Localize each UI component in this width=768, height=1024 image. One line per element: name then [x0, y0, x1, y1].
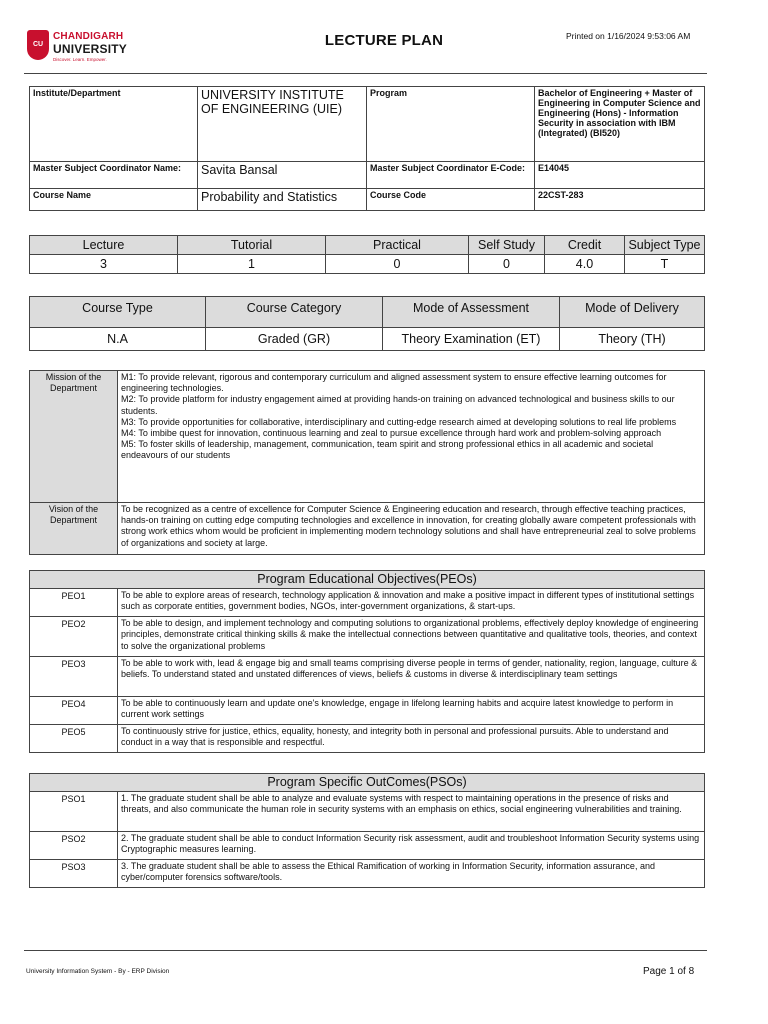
ecode-value: E14045	[535, 162, 705, 189]
coordinator-value: Savita Bansal	[198, 162, 367, 189]
course-type-header: Mode of Delivery	[560, 297, 705, 328]
vision-label: Vision of the Department	[30, 503, 118, 555]
logo-tagline: Discover. Learn. Empower.	[53, 57, 107, 62]
hours-value: T	[625, 255, 705, 274]
mission-item: M5: To foster skills of leadership, management, communication, team spirit and strong professional ethics in all academic and societal endeavours of our students	[121, 439, 654, 461]
pso-code: PSO3	[30, 860, 118, 888]
printed-timestamp: Printed on 1/16/2024 9:53:06 AM	[566, 31, 691, 41]
hours-header: Self Study	[469, 236, 545, 255]
pso-title: Program Specific OutComes(PSOs)	[30, 774, 705, 792]
pso-text: 3. The graduate student shall be able to assess the Ethical Ramification of working in Information Security, information assurance, and cyber/computer forensics software/tools.	[118, 860, 705, 888]
course-type-header: Mode of Assessment	[383, 297, 560, 328]
logo-line2: UNIVERSITY	[53, 42, 128, 56]
course-type-table	[29, 296, 705, 351]
hours-header: Credit	[545, 236, 625, 255]
hours-header: Lecture	[30, 236, 178, 255]
course-type-header: Course Category	[206, 297, 383, 328]
mission-label: Mission of the Department	[30, 371, 118, 503]
peo-title: Program Educational Objectives(PEOs)	[30, 571, 705, 589]
peo-code: PEO4	[30, 697, 118, 725]
hours-value: 0	[326, 255, 469, 274]
mission-item: M4: To imbibe quest for innovation, continuous learning and zeal to pursue excellence through hard work and problem-solving approach	[121, 428, 662, 439]
ecode-label: Master Subject Coordinator E-Code:	[367, 162, 535, 189]
hours-value: 1	[178, 255, 326, 274]
page-title: LECTURE PLAN	[324, 32, 444, 49]
coordinator-label: Master Subject Coordinator Name:	[30, 162, 198, 189]
institute-label: Institute/Department	[30, 87, 198, 162]
header-divider	[24, 73, 707, 74]
vision-text: To be recognized as a centre of excellence for Computer Science & Engineering education and research, through effective teaching practices, hands-on training on cutting edge computing technologies and excellence in innovation, for creating globally aware competent professionals with strong work ethics whom would be proficient in implementing modern technology solutions and shall have entrepreneurial zeal to solve problems of organizations and society at large.	[118, 503, 705, 555]
program-label: Program	[367, 87, 535, 162]
program-value: Bachelor of Engineering + Master of Engineering in Computer Science and Engineering (Hons) - Information Security in association with IBM (Integrated) (BI520)	[535, 87, 705, 162]
course-info-table	[29, 86, 705, 211]
institute-value: UNIVERSITY INSTITUTE OF ENGINEERING (UIE)	[198, 87, 367, 162]
logo-badge: CU	[27, 30, 49, 60]
peo-code: PEO3	[30, 657, 118, 697]
footer-divider	[24, 950, 707, 951]
peo-code: PEO5	[30, 725, 118, 753]
peo-text: To continuously strive for justice, ethics, equality, honesty, and integrity both in personal and professional pursuits. Able to understand and conduct in a way that is responsible and respectful.	[118, 725, 705, 753]
peo-text: To be able to explore areas of research, technology application & innovation and make a positive impact in different types of institutional settings such as corporate entities, government bodies, NGOs, inter-government organizations, & start-ups.	[118, 589, 705, 617]
course-type-value: N.A	[30, 328, 206, 351]
hours-table	[29, 235, 705, 274]
course-code-value: 22CST-283	[535, 189, 705, 211]
course-name-value: Probability and Statistics	[198, 189, 367, 211]
pso-table	[29, 773, 705, 888]
course-type-value: Graded (GR)	[206, 328, 383, 351]
page-number: Page 1 of 8	[643, 966, 695, 977]
hours-header: Subject Type	[625, 236, 705, 255]
logo-line1: CHANDIGARH	[53, 31, 124, 42]
peo-text: To be able to work with, lead & engage big and small teams comprising diverse people in terms of gender, nationality, region, language, culture & beliefs. To understand stated and unstated differences of views, beliefs & customs in diverse & interdisciplinary team settings	[118, 657, 705, 697]
pso-code: PSO2	[30, 832, 118, 860]
peo-text: To be able to design, and implement technology and computing solutions to organizational problems, effectively deploy knowledge of engineering principles, demonstrate critical thinking skills & make the intellectual connections between quantitative and qualitative tools, theories, and context to solve the organizational problems	[118, 617, 705, 657]
course-name-label: Course Name	[30, 189, 198, 211]
mission-item: M2: To provide platform for industry engagement aimed at providing hands-on training on advanced technological and business skills to our students.	[121, 394, 675, 416]
hours-value: 4.0	[545, 255, 625, 274]
mission-item: M1: To provide relevant, rigorous and contemporary curriculum and aligned assessment system to ensure effective learning outcomes for engineering technologies.	[121, 372, 667, 394]
mission-item: M3: To provide opportunities for collaborative, interdisciplinary and cutting-edge research aimed at developing solutions to real life problems	[121, 416, 677, 427]
peo-text: To be able to continuously learn and update one's knowledge, engage in lifelong learning habits and acquire latest knowledge to perform in current work settings	[118, 697, 705, 725]
course-type-header: Course Type	[30, 297, 206, 328]
mission-vision-table	[29, 370, 705, 555]
peo-code: PEO1	[30, 589, 118, 617]
hours-value: 3	[30, 255, 178, 274]
hours-value: 0	[469, 255, 545, 274]
peo-table	[29, 570, 705, 753]
course-code-label: Course Code	[367, 189, 535, 211]
pso-text: 2. The graduate student shall be able to conduct Information Security risk assessment, audit and troubleshoot Information Security systems using Cryptographic measures learning.	[118, 832, 705, 860]
peo-code: PEO2	[30, 617, 118, 657]
hours-header: Tutorial	[178, 236, 326, 255]
course-type-value: Theory Examination (ET)	[383, 328, 560, 351]
pso-code: PSO1	[30, 792, 118, 832]
mission-text	[118, 371, 705, 503]
hours-header: Practical	[326, 236, 469, 255]
course-type-value: Theory (TH)	[560, 328, 705, 351]
footer-system-name: University Information System - By - ERP Division	[26, 968, 170, 975]
pso-text: 1. The graduate student shall be able to analyze and evaluate systems with respect to maintaining operations in the presence of risks and threats, and also communicate the human role in security systems with an emphasis on ethics, social engineering vulnerabilities and training.	[118, 792, 705, 832]
